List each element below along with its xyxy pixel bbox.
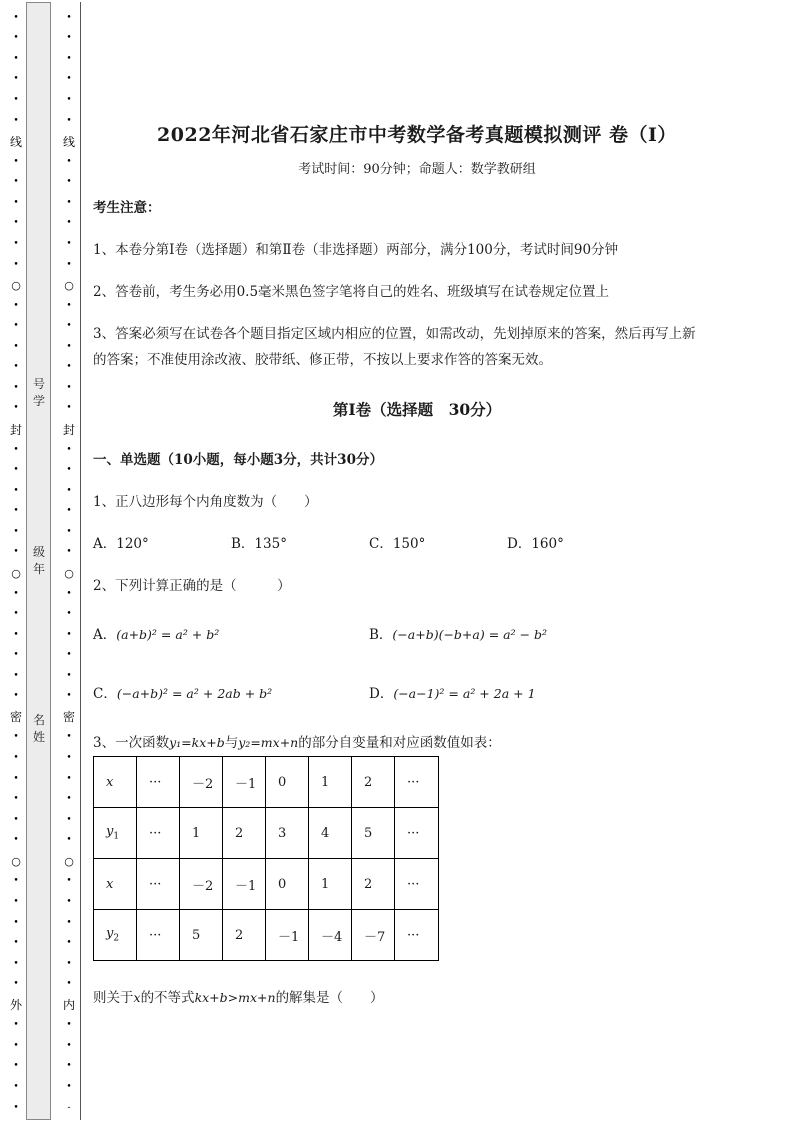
outer-binding-mark: • [13, 465, 19, 476]
outer-binding-mark: • [13, 362, 19, 373]
outer-binding-mark: • [13, 53, 19, 64]
outer-binding-mark: ○ [11, 854, 21, 868]
inner-binding-mark: • [66, 1040, 72, 1051]
outer-binding-mark: • [13, 238, 19, 249]
outer-binding-mark: • [13, 444, 19, 455]
inner-binding-mark: • [66, 896, 72, 907]
outer-binding-mark: • [13, 506, 19, 517]
table-cell: 1 [309, 859, 352, 910]
inner-binding-mark: • [66, 773, 72, 784]
outer-binding-mark: 密 [9, 710, 22, 725]
inner-binding-mark: • [66, 670, 72, 681]
inner-binding-mark: • [66, 917, 72, 928]
inner-binding-mark: • [66, 53, 72, 64]
inner-binding-mark: • [66, 794, 72, 805]
section-heading: 一、单选题（10小题，每小题3分，共计30分） [93, 452, 383, 468]
table-cell: －2 [180, 757, 223, 808]
table-cell: ··· [395, 808, 439, 859]
notice-item-3-cont: 的答案；不准使用涂改液、胶带纸、修正带，不按以上要求作答的答案无效。 [93, 352, 552, 368]
table-cell: 2 [352, 859, 395, 910]
inner-binding-mark: • [66, 74, 72, 85]
outer-binding-mark: 封 [9, 422, 22, 437]
q3-stem-pre: 3、一次函数 [93, 735, 170, 751]
outer-binding-mark: • [13, 403, 19, 414]
q3-ask-mid: 的不等式 [140, 990, 195, 1006]
outer-binding-mark: • [13, 300, 19, 311]
inner-binding-mark: • [66, 177, 72, 188]
inner-binding-mark: • [66, 238, 72, 249]
question-2-stem: 2、下列计算正确的是（ ） [93, 578, 291, 594]
table-cell: 4 [309, 808, 352, 859]
inner-binding-mark: • [66, 485, 72, 496]
inner-binding-mark: ○ [64, 566, 74, 580]
inner-binding-mark: • [66, 876, 72, 887]
q2-option-b [369, 622, 547, 648]
inner-binding-mark: • [66, 691, 72, 702]
q3-function-1: y₁=kx+b [169, 735, 225, 750]
outer-binding-mark: • [13, 33, 19, 44]
inner-binding-mark: • [66, 321, 72, 332]
inner-binding-mark: • [66, 1020, 72, 1031]
q2-option-b-expr: (−a+b)(−b+a) = a² − b² [392, 627, 548, 642]
outer-binding-mark: • [13, 156, 19, 167]
inner-binding-mark: • [66, 12, 72, 23]
outer-binding-mark: • [13, 670, 19, 681]
inner-binding-mark: ○ [64, 279, 74, 293]
notice-heading: 考生注意： [93, 200, 161, 216]
q1-option-b: B．135° [231, 536, 287, 552]
outer-binding-mark: • [13, 979, 19, 990]
inner-binding-mark: - [67, 1102, 71, 1113]
inner-binding-mark: 内 [62, 998, 75, 1013]
inner-binding-mark: • [66, 506, 72, 517]
outer-binding-mark: • [13, 1061, 19, 1072]
name-label: 名 姓 [32, 713, 45, 744]
outer-binding-mark: • [13, 794, 19, 805]
outer-binding-mark: • [13, 95, 19, 106]
outer-binding-mark: • [13, 753, 19, 764]
outer-binding-mark: • [13, 1020, 19, 1031]
q2-option-c [93, 681, 272, 707]
inner-binding-mark: • [66, 465, 72, 476]
binding-dots-outer [9, 8, 23, 1118]
outer-binding-mark: • [13, 1082, 19, 1093]
outer-binding-mark: ○ [11, 566, 21, 580]
table-cell: 2 [352, 757, 395, 808]
q2-option-a-label: A． [93, 627, 117, 643]
inner-binding-mark: • [66, 938, 72, 949]
q3-ask-post: 的解集是（ ） [275, 990, 384, 1006]
inner-binding-mark: • [66, 629, 72, 640]
question-1-stem: 1、正八边形每个内角度数为（ ） [93, 494, 318, 510]
outer-binding-mark: • [13, 197, 19, 208]
table-cell: －4 [309, 910, 352, 961]
inner-binding-mark: 线 [62, 134, 75, 149]
q2-option-c-expr: (−a+b)² = a² + 2ab + b² [116, 686, 273, 701]
q2-option-b-label: B． [369, 627, 393, 643]
table-cell: ··· [137, 808, 180, 859]
outer-binding-mark: • [13, 629, 19, 640]
inner-binding-mark: • [66, 300, 72, 311]
table-cell: －1 [266, 910, 309, 961]
inner-binding-mark: • [66, 958, 72, 969]
table-cell: 0 [266, 757, 309, 808]
outer-binding-mark: ○ [11, 279, 21, 293]
table-cell: －1 [223, 757, 266, 808]
outer-binding-mark: • [13, 321, 19, 332]
inner-binding-mark: • [66, 403, 72, 414]
table-cell: 5 [352, 808, 395, 859]
inner-binding-mark: • [66, 547, 72, 558]
inner-binding-mark: • [66, 444, 72, 455]
inner-binding-mark: • [66, 650, 72, 661]
inner-binding-mark: • [66, 197, 72, 208]
outer-binding-mark: • [13, 1102, 19, 1113]
inner-binding-mark: • [66, 526, 72, 537]
outer-binding-mark: • [13, 1040, 19, 1051]
inner-binding-mark: • [66, 1061, 72, 1072]
exam-subtitle: 考试时间：90分钟；命题人：数学教研组 [298, 162, 536, 177]
q2-option-d [369, 681, 536, 707]
table-cell: 5 [180, 910, 223, 961]
q3-ask-pre: 则关于 [93, 990, 134, 1006]
outer-binding-mark: • [13, 958, 19, 969]
inner-binding-mark: • [66, 753, 72, 764]
q3-stem-mid: 与 [224, 735, 239, 751]
outer-binding-mark: • [13, 814, 19, 825]
inner-binding-mark: • [66, 732, 72, 743]
inner-binding-mark: ○ [64, 854, 74, 868]
table-cell: －1 [223, 859, 266, 910]
notice-item-2: 2、答卷前，考生务必用0.5毫米黑色签字笔将自己的姓名、班级填写在试卷规定位置上 [93, 284, 610, 300]
q3-function-2: y₂=mx+n [238, 735, 299, 750]
outer-binding-mark: • [13, 115, 19, 126]
outer-binding-mark: 外 [9, 998, 22, 1013]
table-cell: ··· [137, 859, 180, 910]
outer-binding-mark: • [13, 732, 19, 743]
outer-binding-mark: • [13, 12, 19, 23]
table-cell: ··· [137, 910, 180, 961]
outer-binding-mark: • [13, 691, 19, 702]
q2-option-a [93, 622, 219, 648]
outer-binding-mark: • [13, 609, 19, 620]
inner-binding-mark: • [66, 609, 72, 620]
q2-option-d-expr: (−a−1)² = a² + 2a + 1 [393, 686, 536, 701]
outer-binding-mark: • [13, 526, 19, 537]
q1-option-a: A．120° [93, 536, 149, 552]
q3-ask-inequality: kx+b>mx+n [194, 990, 276, 1005]
table-row-header: $y_1$ [94, 808, 137, 859]
table-cell: 2 [223, 910, 266, 961]
table-row [94, 859, 439, 910]
table-cell: 1 [180, 808, 223, 859]
inner-binding-mark: • [66, 218, 72, 229]
table-cell: 0 [266, 859, 309, 910]
inner-binding-mark: • [66, 362, 72, 373]
part-heading: 第Ⅰ卷（选择题 30分） [332, 400, 502, 419]
outer-binding-mark: • [13, 588, 19, 599]
outer-binding-mark: • [13, 917, 19, 928]
inner-binding-mark: • [66, 341, 72, 352]
inner-binding-mark: • [66, 979, 72, 990]
page-title: 2022年河北省石家庄市中考数学备考真题模拟测评 卷（Ⅰ） [157, 124, 677, 146]
table-cell: ··· [395, 757, 439, 808]
table-row-header: x [94, 757, 137, 808]
q1-option-c: C．150° [369, 536, 426, 552]
table-row-header: x [94, 859, 137, 910]
outer-binding-mark: • [13, 341, 19, 352]
table-cell: 1 [309, 757, 352, 808]
outer-binding-mark: • [13, 835, 19, 846]
inner-binding-mark: • [66, 156, 72, 167]
outer-binding-mark: • [13, 876, 19, 887]
outer-binding-mark: • [13, 382, 19, 393]
inner-binding-mark: 密 [62, 710, 75, 725]
q2-option-c-label: C． [93, 686, 117, 702]
binding-line [80, 2, 81, 1120]
table-cell: 2 [223, 808, 266, 859]
notice-item-3: 3、答案必须写在试卷各个题目指定区域内相应的位置，如需改动，先划掉原来的答案，然后再写上新 [93, 326, 696, 342]
q2-option-d-label: D． [369, 686, 394, 702]
q3-ask-var: x [133, 990, 141, 1005]
function-value-table [93, 756, 439, 961]
table-cell: ··· [395, 910, 439, 961]
outer-binding-mark: • [13, 485, 19, 496]
binding-dots-inner [62, 8, 76, 1118]
outer-binding-mark: 线 [9, 134, 22, 149]
table-row-header: $y_2$ [94, 910, 137, 961]
inner-binding-mark: 封 [62, 422, 75, 437]
question-3-ask [93, 985, 384, 1011]
inner-binding-mark: • [66, 382, 72, 393]
inner-binding-mark: • [66, 835, 72, 846]
inner-binding-mark: • [66, 1082, 72, 1093]
outer-binding-mark: • [13, 896, 19, 907]
inner-binding-mark: • [66, 588, 72, 599]
inner-binding-mark: • [66, 115, 72, 126]
table-cell: ··· [137, 757, 180, 808]
student-number-label: 号 学 [32, 377, 45, 408]
outer-binding-mark: • [13, 773, 19, 784]
outer-binding-mark: • [13, 259, 19, 270]
inner-binding-mark: • [66, 33, 72, 44]
inner-binding-mark: • [66, 814, 72, 825]
outer-binding-mark: • [13, 547, 19, 558]
q2-option-a-expr: (a+b)² = a² + b² [116, 627, 220, 642]
table-row [94, 910, 439, 961]
question-3-stem [93, 730, 501, 756]
inner-binding-mark: • [66, 259, 72, 270]
notice-item-1: 1、本卷分第Ⅰ卷（选择题）和第Ⅱ卷（非选择题）两部分，满分100分，考试时间90分钟 [93, 242, 619, 258]
table-cell: ··· [395, 859, 439, 910]
table-cell: 3 [266, 808, 309, 859]
table-cell: －7 [352, 910, 395, 961]
q3-stem-post: 的部分自变量和对应函数值如表： [298, 735, 501, 751]
outer-binding-mark: • [13, 74, 19, 85]
outer-binding-mark: • [13, 938, 19, 949]
table-row [94, 808, 439, 859]
table-row [94, 757, 439, 808]
inner-binding-mark: • [66, 95, 72, 106]
outer-binding-mark: • [13, 650, 19, 661]
outer-binding-mark: • [13, 177, 19, 188]
grade-label: 级 年 [32, 545, 45, 576]
outer-binding-mark: • [13, 218, 19, 229]
table-cell: －2 [180, 859, 223, 910]
q1-option-d: D．160° [507, 536, 564, 552]
